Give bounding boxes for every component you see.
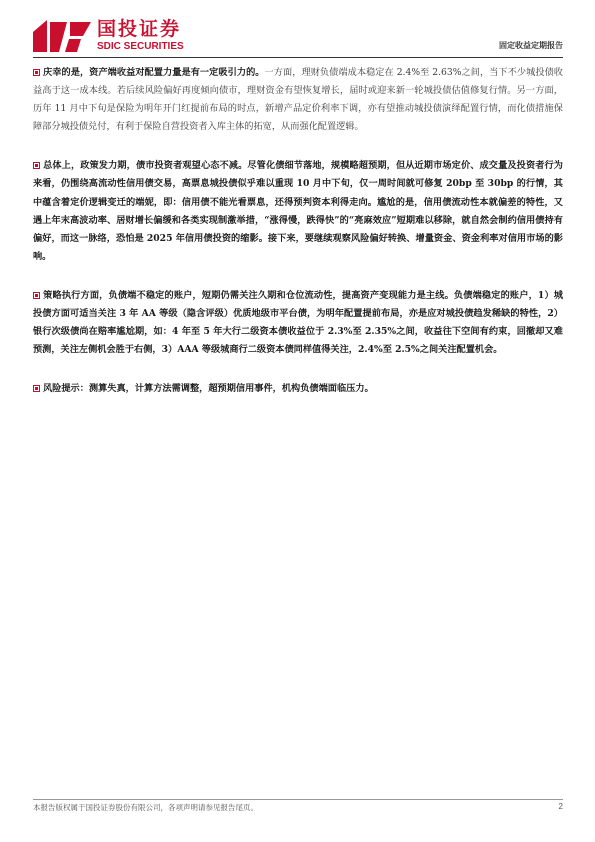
paragraph-strategy: [33, 287, 563, 359]
report-body: [33, 64, 563, 398]
page-header: [33, 18, 563, 58]
section-bullet-icon: [33, 69, 40, 76]
section-bullet-icon: [33, 385, 40, 392]
logo-english-text: SDIC SECURITIES: [97, 41, 184, 52]
footer-disclaimer: 本报告版权属于国投证券股份有限公司，各项声明请参见报告尾页。: [33, 803, 258, 812]
footer-divider: [33, 799, 563, 800]
paragraph-risk-warning: [33, 380, 563, 398]
section-bullet-icon: [33, 292, 40, 299]
paragraph-text: 总体上，政策发力期，债市投资者观望心态不减。尽管化债细节落地，规模略超预期，但从近期市场定价、成交量及投资者行为来看，仍围绕高流动性信用债交易，高票息城投债似乎难以重现 10 月中下旬，仅一周时间就可修复 20bp 至 30bp 的行情，其中蕴含着定价逻辑变迁的端妮，即：信用债不能光看票息，还得预判资本利得走向。尴尬的是，信用债流动性本就偏差的特性，又遇上年末高波动率、居财增长偏缓和各类实现制激举措，“涨得慢，跌得快”的“亮麻效应”短期难以移除，就自然会制约信用债持有偏好，而这一脉络，恐怕是 2025 年信用债投资的缩影。接下来，要继续观察风险偏好转换、增量资金、资金利率对信用市场的影响。: [33, 160, 563, 262]
paragraph-text: 风险提示：测算失真，计算方法需调整，超预期信用事件，机构负债端面临压力。: [43, 383, 374, 395]
paragraph-allocation-appeal: [33, 64, 563, 136]
logo-chinese-text: 国投证券: [97, 18, 182, 40]
paragraph-overall-summary: [33, 157, 563, 266]
section-bullet-icon: [33, 162, 40, 169]
paragraph-lead: 庆幸的是，资产端收益对配置力量是有一定吸引力的。: [43, 67, 265, 78]
paragraph-text: 策略执行方面，负债端不稳定的账户，短期仍需关注久期和仓位流动性，提高资产变现能力是主线。负债端稳定的账户，1）城投债方面可适当关注 3 年 AA 等级（隐含评级）优质地级市平台债，为明年配置提前布局，亦是应对城投债趋发稀缺的特性，2）银行次级债尚在赔率尴尬期，如：4 年至 5 年大行二级资本债收益位于 2.3%至 2.35%之间，收益往下空间有约束，回撤却又难预测，关注左侧机会胜于右侧，3）AAA 等级城商行二级资本债同样值得关注，2.4%至 2.5%之间关注配置机会。: [33, 289, 563, 356]
page-number: 2: [558, 802, 563, 811]
report-type-label: 固定收益定期报告: [499, 41, 563, 50]
paragraph-body: 一方面，理财负债端成本稳定在 2.4%至 2.63%之间，当下不少城投债收益高于这一成本线。若后续风险偏好再度倾向债市，理财资金有望恢复增长，届时或迎来新一轮城投债估值修复行情。另一方面，历年 11 月中下旬是保险为明年开门红提前布局的时点，新增产品定价利率下调，亦有望推动城投债演绎配置行情，而化债措施保障部分城投债兑付，有利于保险自营投资者入库主体的拓宽，从而强化配置逻辑。: [33, 67, 563, 133]
sdic-logo-icon: [33, 18, 91, 54]
header-divider: [33, 57, 563, 58]
